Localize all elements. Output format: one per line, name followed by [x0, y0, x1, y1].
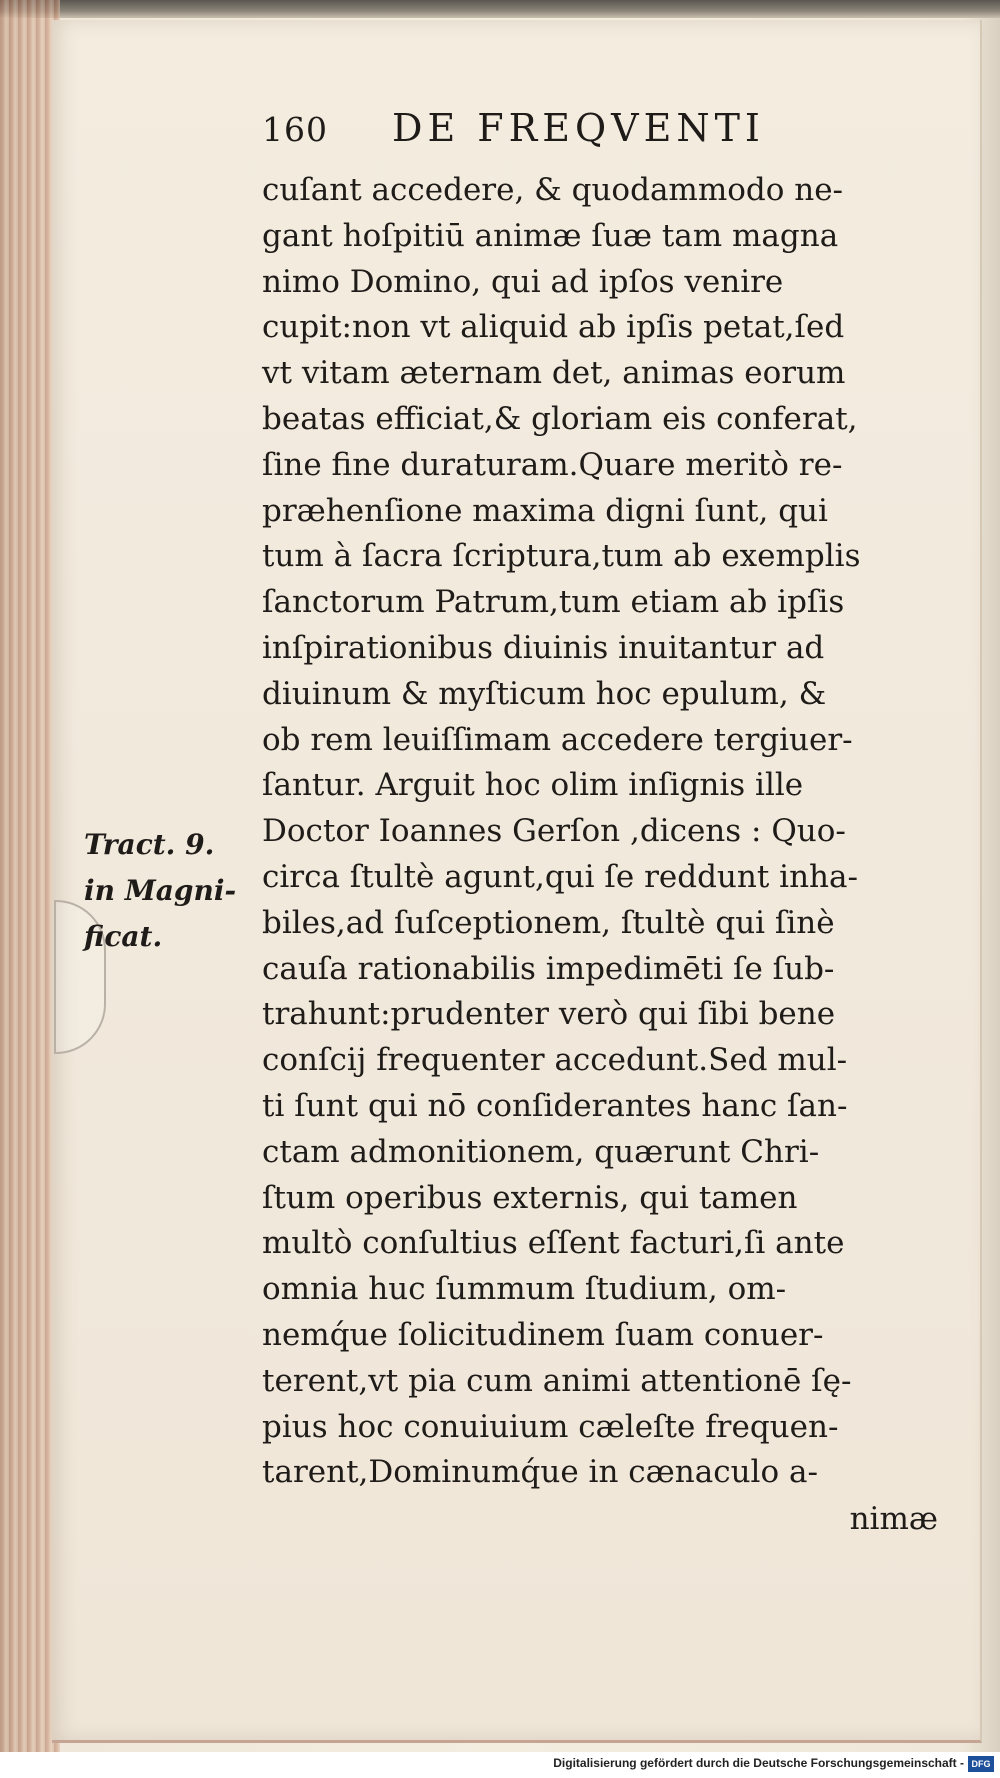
text-line: pius hoc conuiuium cæleſte frequen- [262, 1408, 839, 1445]
running-head [262, 106, 962, 168]
digitization-footer [0, 1752, 1000, 1778]
text-line: ſtum operibus externis, qui tamen [262, 1179, 798, 1216]
running-head-title: DE FREQVENTI [392, 106, 765, 150]
margin-note-line: ficat. [84, 919, 163, 953]
text-line: trahunt:prudenter verò qui ſibi bene [262, 996, 836, 1033]
text-line: præhenſione maxima digni ſunt, qui [262, 492, 828, 529]
page-number: 160 [262, 110, 328, 149]
margin-note-line: in Magni- [84, 873, 237, 907]
text-line: multò conſultius eſſent facturi,ſi ante [262, 1225, 845, 1262]
text-line: biles,ad ſuſceptionem, ſtultè qui ſinè [262, 904, 835, 941]
text-line: vt vitam æternam det, animas eorum [262, 355, 846, 392]
book-page-edges [0, 0, 60, 1778]
text-line: beatas efficiat,& gloriam eis conferat, [262, 400, 858, 437]
text-block [262, 106, 962, 1542]
text-line: cauſa rationabilis impedimēti ſe ſub- [262, 950, 835, 987]
text-line: omnia huc ſummum ſtudium, om- [262, 1271, 787, 1308]
text-line: cuſant accedere, & quodammodo ne- [262, 172, 844, 208]
book-top-edge [0, 0, 1000, 18]
text-line: diuinum & myſticum hoc epulum, & [262, 675, 827, 712]
text-line: ob rem leuiſſimam accedere tergiuer- [262, 721, 853, 758]
text-line: tarent,Dominumq́ue in cænaculo a- [262, 1454, 818, 1491]
catchword: nimæ [849, 1501, 938, 1538]
text-line: inſpirationibus diuinis inuitantur ad [262, 629, 825, 666]
dfg-logo: DFG [968, 1756, 994, 1772]
text-line: terent,vt pia cum animi attentionē ſę- [262, 1362, 852, 1399]
text-line: ſantur. Arguit hoc olim inſignis ille [262, 767, 804, 804]
text-line: ſine fine duraturam.Quare meritò re- [262, 446, 843, 483]
text-line: tum à ſacra ſcriptura,tum ab exemplis [262, 538, 861, 575]
text-line: nimo Domino, qui ad ipſos venire [262, 263, 784, 300]
text-line: ti ſunt qui nō conſiderantes hanc ſan- [262, 1087, 848, 1124]
funding-credit: Digitalisierung gefördert durch die Deutsche Forschungsgemeinschaft - [553, 1756, 964, 1770]
margin-note [84, 822, 254, 959]
text-line: Doctor Ioannes Gerſon ,dicens : Quo- [262, 813, 846, 850]
text-line: conſcij frequenter accedunt.Sed mul- [262, 1042, 848, 1079]
text-line: circa ſtultè agunt,qui ſe reddunt inha- [262, 858, 858, 895]
text-line: ſanctorum Patrum,tum etiam ab ipſis [262, 584, 845, 621]
text-line: cupit:non vt aliquid ab ipſis petat,ſed [262, 309, 845, 346]
text-line: gant hoſpitiū animæ ſuæ tam magna [262, 217, 839, 254]
text-line: ctam admonitionem, quærunt Chri- [262, 1133, 820, 1170]
margin-note-line: Tract. 9. [84, 828, 215, 861]
text-line: nemq́ue ſolicitudinem ſuam conuer- [262, 1316, 824, 1353]
